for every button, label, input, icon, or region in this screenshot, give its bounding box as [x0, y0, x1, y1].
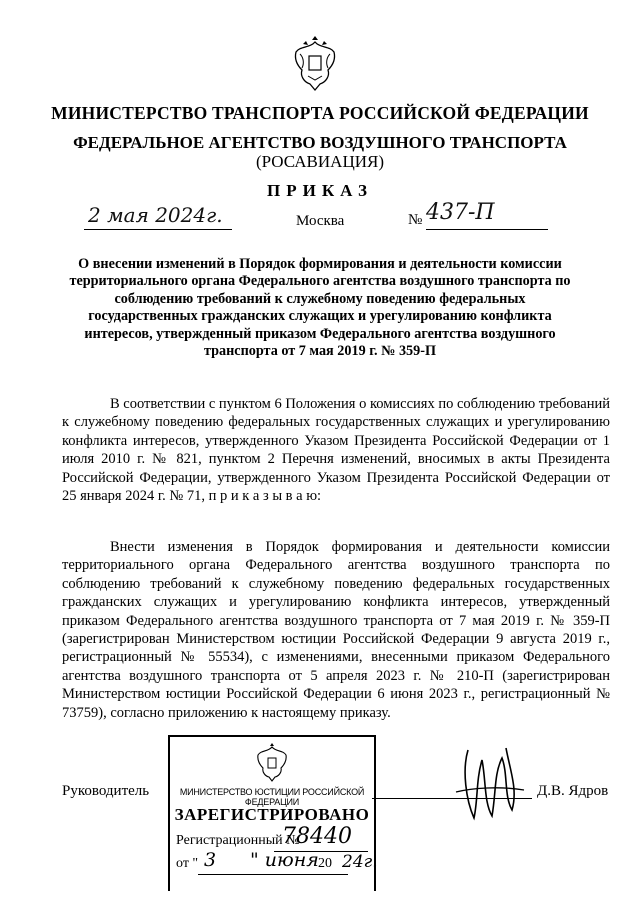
stamp-date-underline	[198, 874, 348, 875]
stamp-year-prefix: 20	[318, 856, 332, 871]
handwritten-signature	[448, 730, 528, 830]
stamp-month-handwritten: " июня	[250, 849, 319, 871]
agency-heading: ФЕДЕРАЛЬНОЕ АГЕНТСТВО ВОЗДУШНОГО ТРАНСПОРТА	[73, 133, 567, 152]
stamp-registered-label: ЗАРЕГИСТРИРОВАНО	[174, 805, 370, 824]
stamp-reg-number-label: Регистрационный №	[176, 833, 300, 848]
signatory-name: Д.В. Ядров	[537, 783, 609, 799]
stamp-date-from-label: от "	[176, 856, 199, 871]
document-type: ПРИКАЗ	[267, 181, 373, 200]
city-label: Москва	[296, 213, 345, 229]
signatory-position: Руководитель	[62, 783, 150, 799]
registration-stamp	[168, 735, 376, 891]
stamp-day-handwritten: 3	[204, 849, 217, 871]
stamp-reg-number-handwritten: 78440	[282, 824, 352, 849]
body-paragraph-1	[62, 395, 610, 505]
number-underline	[426, 229, 548, 230]
date-underline	[84, 229, 232, 230]
body-paragraph-1-text: В соответствии с пунктом 6 Положения о комиссиях по соблюдению требований к служебному поведению федеральных государственных служащих и урегулированию конфликта интересов, утвержденного Указом Президента Российской Федерации от 1 июля 2010 г. № 821, пунктом 2 Перечня изменений, вносимых в акты Президента Российской Федерации, утвержденного Указом Президента Российской Федерации от 25 января 2024 г. № 71, п р и к а з ы в а ю:	[62, 396, 610, 505]
stamp-year-handwritten: 24г.	[342, 852, 378, 872]
number-prefix: №	[408, 212, 423, 228]
order-date-handwritten: 2 мая 2024г.	[88, 203, 223, 227]
coat-of-arms-emblem	[290, 36, 340, 92]
stamp-ministry-name: МИНИСТЕРСТВО ЮСТИЦИИ РОССИЙСКОЙ ФЕДЕРАЦИИ	[179, 787, 365, 807]
stamp-emblem-icon	[254, 743, 290, 783]
document-title: О внесении изменений в Порядок формирования и деятельности комиссии территориального органа Федерального агентства воздушного транспорта по соблюдению требований к служебному поведению федеральных государственных гражданских служащих и урегулированию конфликта интересов, утвержденный приказом Федерального агентства воздушного транспорта от 7 мая 2019 г. № 359-П	[69, 256, 571, 360]
agency-short-name: (РОСАВИАЦИЯ)	[255, 152, 385, 171]
order-number-handwritten: 437-П	[426, 200, 495, 225]
ministry-heading: МИНИСТЕРСТВО ТРАНСПОРТА РОССИЙСКОЙ ФЕДЕРАЦИИ	[51, 103, 589, 123]
body-paragraph-2-text: Внести изменения в Порядок формирования и деятельности комиссии территориального органа Федерального агентства воздушного транспорта по соблюдению требований к служебному поведению федеральных государственных гражданских служащих и урегулированию конфликта интересов, утвержденный приказом Федерального агентства воздушного транспорта от 7 мая 2019 г. № 359-П (зарегистрирован Министерством юстиции Российской Федерации 9 августа 2019 г., регистрационный № 55534), с изменениями, внесенными приказом Федерального агентства воздушного транспорта от 5 апреля 2023 г. № 210-П (зарегистрирован Министерством юстиции Российской Федерации 6 июня 2023 г., регистрационный № 73759), согласно приложению к настоящему приказу.	[62, 539, 610, 721]
body-paragraph-2	[62, 538, 610, 722]
